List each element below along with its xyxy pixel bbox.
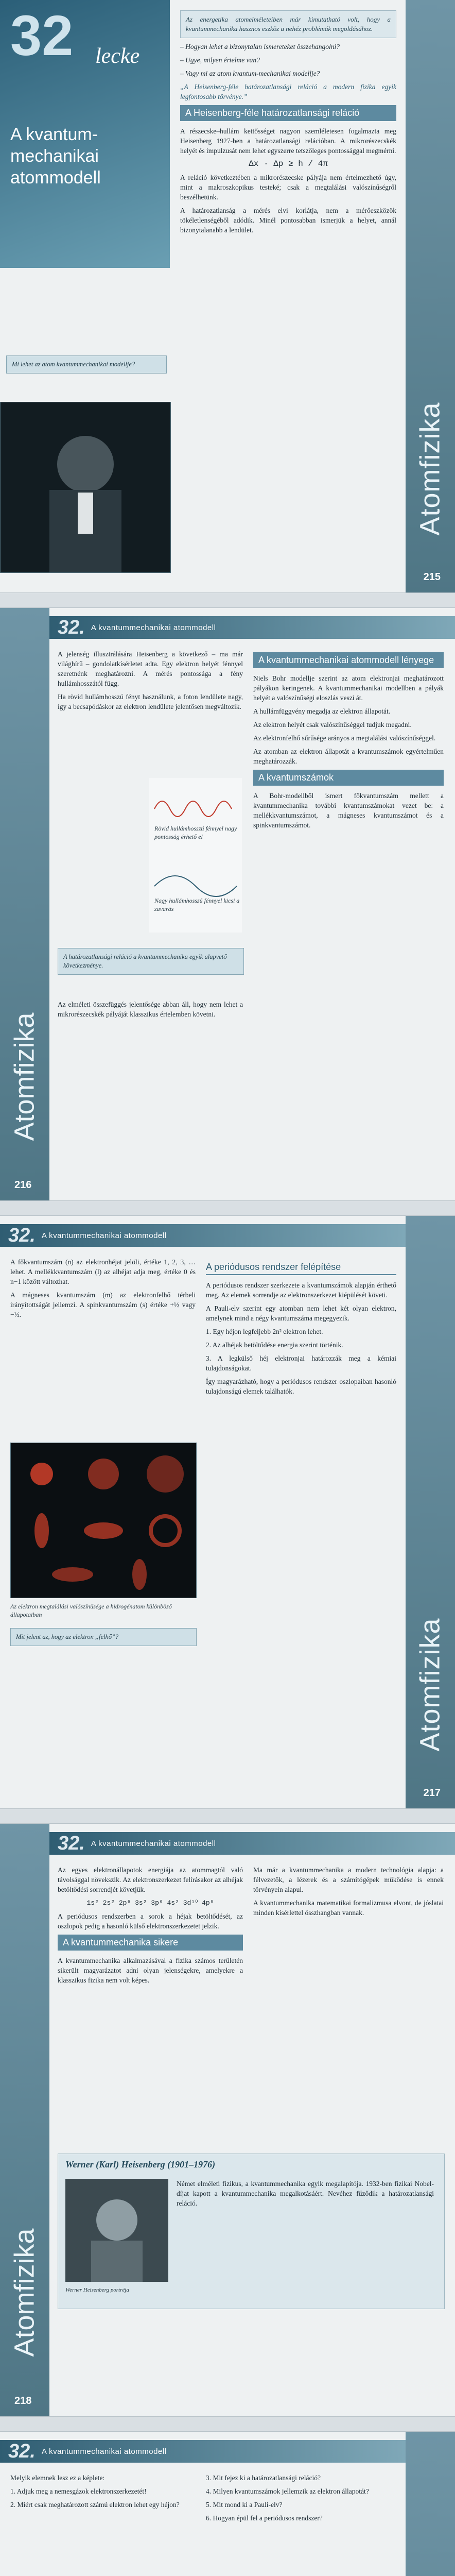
running-header (0, 2440, 406, 2463)
question-2: 2. Miért csak meghatározott számú elektron lehet egy héjon? (10, 2501, 180, 2509)
paragraph-2: A reláció következtében a mikrorészecske pályája nem értelmezhető úgy, mint a makroszkopikus testeké; csak a megtalálási valószínűségről beszélhetünk. (180, 174, 396, 201)
side-label: Atomfizika (415, 1618, 446, 1752)
question-4: 4. Milyen kvantumszámok jellemzik az elektron állapotát? (206, 2487, 369, 2495)
side-label: Atomfizika (9, 1012, 41, 1141)
running-header (49, 1832, 455, 1855)
page-219-left (10, 2473, 196, 2513)
box: Mit jelent az, hogy az elektron „felhő”? (10, 1628, 197, 1646)
runhead-text: A kvantummechanikai atommodell (41, 1231, 167, 1240)
lesson-word: lecke (95, 44, 140, 68)
list-item-2: 2. Az alhéjak betöltődése energia szerint történik. (206, 1341, 343, 1349)
side-tab (406, 1216, 455, 1808)
page-number: 215 (423, 571, 441, 583)
box: A határozatlansági reláció a kvantummechanika egyik alapvető következménye. (58, 948, 244, 975)
paragraph-3: A kvantummechanika alkalmazásával a fizika számos területén sikerült magyarázatot adni olyan jelenségekre, amelyekre a klasszikus fizika nem volt képes. (58, 1957, 243, 1984)
paragraph-r2: Az atomban az elektron állapotát a kvantumszámok egyértelműen meghatározzák. (253, 748, 444, 765)
page-number: 216 (14, 1179, 32, 1191)
question-1: 1. Adjuk meg a nemesgázok elektronszerkezetét! (10, 2487, 147, 2495)
side-tab (0, 1824, 49, 2416)
page-215 (0, 0, 455, 592)
page-216-right (253, 649, 444, 834)
title-panel (0, 0, 170, 268)
orbital-caption: Az elektron megtalálási valószínűsége a hidrogénatom különböző állapotaiban (10, 1603, 172, 1618)
runhead-text: A kvantummechanikai atommodell (91, 1839, 216, 1848)
paragraph-3: A határozatlanság a mérés elvi korlátja, nem a mérőeszközök tökéletlenségéből adódik. Minél pontosabban ismerjük a helyet, annál bizonytalanabb a lendület. (180, 207, 396, 234)
paragraph-r2: A kvantummechanika matematikai formalizmusa elvont, de jóslatai minden kísérlettel összhangban vannak. (253, 1899, 444, 1917)
question-3: – Vagy mi az atom kvantum-mechanikai modellje? (180, 70, 320, 77)
intro-box: Az energetika atomelméleteiben már kimutatható volt, hogy a kvantummechanika hasznos eszköz a nehéz problémák megoldásához. (180, 10, 396, 38)
figure-heisenberg (0, 402, 171, 573)
page-218-right (253, 1865, 444, 1921)
runhead-text: A kvantummechanikai atommodell (41, 2447, 167, 2456)
page-215-column (180, 10, 396, 239)
config: 1s² 2s² 2p⁶ 3s² 3p⁶ 4s² 3d¹⁰ 4p⁶ (86, 1899, 214, 1907)
paragraph-2: A mágneses kvantumszám (m) az elektronfelhő térbeli irányítottságát jellemzi. A spinkvantumszám (s) értéke +½ vagy −½. (10, 1291, 196, 1318)
runhead-number: 32. (58, 1832, 85, 1854)
list-item-1: A hullámfüggvény megadja az elektron állapotát. (253, 707, 391, 715)
question-intro: Melyik elemnek lesz ez a képlete: (10, 2474, 105, 2482)
list-item-3: 3. A legkülső héj elektronjai határozzák meg a kémiai tulajdonságokat. (206, 1354, 396, 1372)
side-tab (406, 2432, 455, 2576)
question-2: – Ugye, milyen értelme van? (180, 56, 260, 64)
paragraph-r2: A Pauli-elv szerint egy atomban nem lehet két olyan elektron, amelynek mind a négy kvantumszáma megegyezik. (206, 1304, 396, 1322)
side-label: Atomfizika (415, 402, 446, 536)
section-heading: A kvantummechanikai atommodell lényege (253, 652, 444, 668)
running-header (0, 1224, 406, 1247)
paragraph-r1: Ma már a kvantummechanika a modern technológia alapja: a félvezetők, a lézerek és a számítógépek működése is ennek törvényein alapul. (253, 1866, 444, 1893)
bio-photo-caption: Werner Heisenberg portréja (65, 2287, 129, 2293)
section-heading-2: A kvantumszámok (253, 770, 444, 786)
lesson-number: 32 (10, 4, 74, 67)
page-number: 217 (423, 1787, 441, 1799)
page-218-left (58, 1865, 243, 1989)
paragraph-1: A főkvantumszám (n) az elektronhéjat jelöli, értéke 1, 2, 3, … lehet. A mellékkvantumszám (l) az alhéjat adja meg, értéke 0 és n−1 között változhat. (10, 1258, 196, 1285)
page-219-right (206, 2473, 396, 2527)
paragraph-1: Az egyes elektronállapotok energiája az atommagtól való távolsággal növekszik. Az elektronszerkezet felírásakor az alhéjak betöltődési sorrendjét követjük. (58, 1866, 243, 1893)
runhead-number: 32. (58, 616, 85, 638)
paragraph-2: A periódusos rendszerben a sorok a héjak betöltődését, az oszlopok pedig a hasonló külső elektronszerkezetet jelzik. (58, 1912, 243, 1930)
page-217 (0, 1216, 455, 1808)
page-218 (0, 1824, 455, 2416)
question-6: 6. Hogyan épül fel a periódusos rendszer? (206, 2514, 323, 2522)
paragraph-3: Az elméleti összefüggés jelentősége abban áll, hogy nem lehet a mikrorészecskék pályáját klasszikus értelemben követni. (58, 1001, 243, 1018)
lesson-title: A kvantum-mechanikai atommodell (10, 125, 101, 188)
fig-caption: Mi lehet az atom kvantummechanikai modellje? (12, 361, 135, 368)
paragraph-1: A jelenség illusztrálására Heisenberg a következő – ma már világhírű – gondolatkísérletet adta. Egy elektron helyét fénnyel szeretnénk meghatározni. A mérés pontossága a fény hullámhosszától függ. (58, 650, 243, 687)
section-heading: A kvantummechanika sikere (58, 1935, 243, 1951)
formula: Δx · Δp ≥ h / 4π (249, 159, 328, 168)
paragraph-r1: Niels Bohr modellje szerint az atom elektronjai meghatározott pályákon keringenek. A kvantummechanikai modellben a pályák helyét a valószínűségi eloszlás veszi át. (253, 674, 444, 702)
page-219 (0, 2432, 455, 2576)
side-label: Atomfizika (9, 2228, 41, 2357)
list-item-3: Az elektronfelhő sűrűsége arányos a megtalálási valószínűséggel. (253, 734, 436, 742)
question-1: – Hogyan lehet a bizonytalan ismereteket összehangolni? (180, 43, 340, 50)
paragraph-1: A részecske–hullám kettősséget nagyon szemléletesen fogalmazta meg Heisenberg 1927-ben a határozatlansági relációban. A mikrorészecskék helyét és impulzusát nem lehet egyszerre tetszőleges pontossággal megmérni. (180, 127, 396, 155)
paragraph-r1: A periódusos rendszer szerkezete a kvantumszámok alapján érthető meg. Az elemek sorrendje az elektronszerkezet kiépülését követi. (206, 1281, 396, 1299)
paragraph-2: Ha rövid hullámhosszú fényt használunk, a foton lendülete nagy, így a becsapódáskor az elektron lendülete jelentősen megváltozik. (58, 693, 243, 710)
side-tab (406, 0, 455, 592)
page-number: 218 (14, 2395, 32, 2406)
figure-caption-box (6, 355, 167, 374)
page-216-left-lower (58, 999, 243, 1023)
figure-orbitals (10, 1443, 197, 1598)
question-3: 3. Mit fejez ki a határozatlansági reláció? (206, 2474, 321, 2482)
page-217-right (206, 1257, 396, 1400)
section-heading-1: A Heisenberg-féle határozatlansági reláció (180, 105, 396, 121)
runhead-number: 32. (8, 2440, 36, 2462)
photo-caption-1: Rövid hullámhosszú fénnyel nagy pontosság érhető el (154, 825, 237, 840)
runhead-number: 32. (8, 1224, 36, 1246)
quote: „A Heisenberg-féle határozatlansági reláció a modern fizika egyik legfontosabb törvénye.” (180, 83, 396, 100)
page-216 (0, 608, 455, 1200)
bio-text: Német elméleti fizikus, a kvantummechanika egyik megalapítója. 1932-ben fizikai Nobel-díjat kapott a kvantummechanika megalkotásáért. Nevéhez fűződik a határozatlansági reláció. (177, 2180, 434, 2207)
list-item-2: Az elektron helyét csak valószínűséggel tudjuk megadni. (253, 721, 412, 728)
question-5: 5. Mit mond ki a Pauli-elv? (206, 2501, 283, 2509)
side-tab (0, 608, 49, 1200)
bio-photo (65, 2179, 168, 2282)
bio-title: Werner (Karl) Heisenberg (1901–1976) (65, 2159, 216, 2170)
bio-box (58, 2154, 445, 2309)
page-216-left (58, 649, 243, 715)
section-heading: A periódusos rendszer felépítése (206, 1262, 396, 1275)
paragraph-r3: A Bohr-modellből ismert főkvantumszám mellett a kvantummechanika további kvantumszámokat vezet be: a mellékkvantumszámot, a mágneses kvantumszámot és a spinkvantumszámot. (253, 792, 444, 829)
list-item-1: 1. Egy héjon legfeljebb 2n² elektron lehet. (206, 1328, 323, 1335)
paragraph-r3: Így magyarázható, hogy a periódusos rendszer oszlopaiban hasonló tulajdonságú elemek találhatók. (206, 1378, 396, 1395)
page-217-left (10, 1257, 196, 1323)
runhead-text: A kvantummechanikai atommodell (91, 623, 216, 632)
photo-caption-2: Nagy hullámhosszú fénnyel kicsi a zavarás (154, 897, 240, 912)
running-header (49, 616, 455, 639)
